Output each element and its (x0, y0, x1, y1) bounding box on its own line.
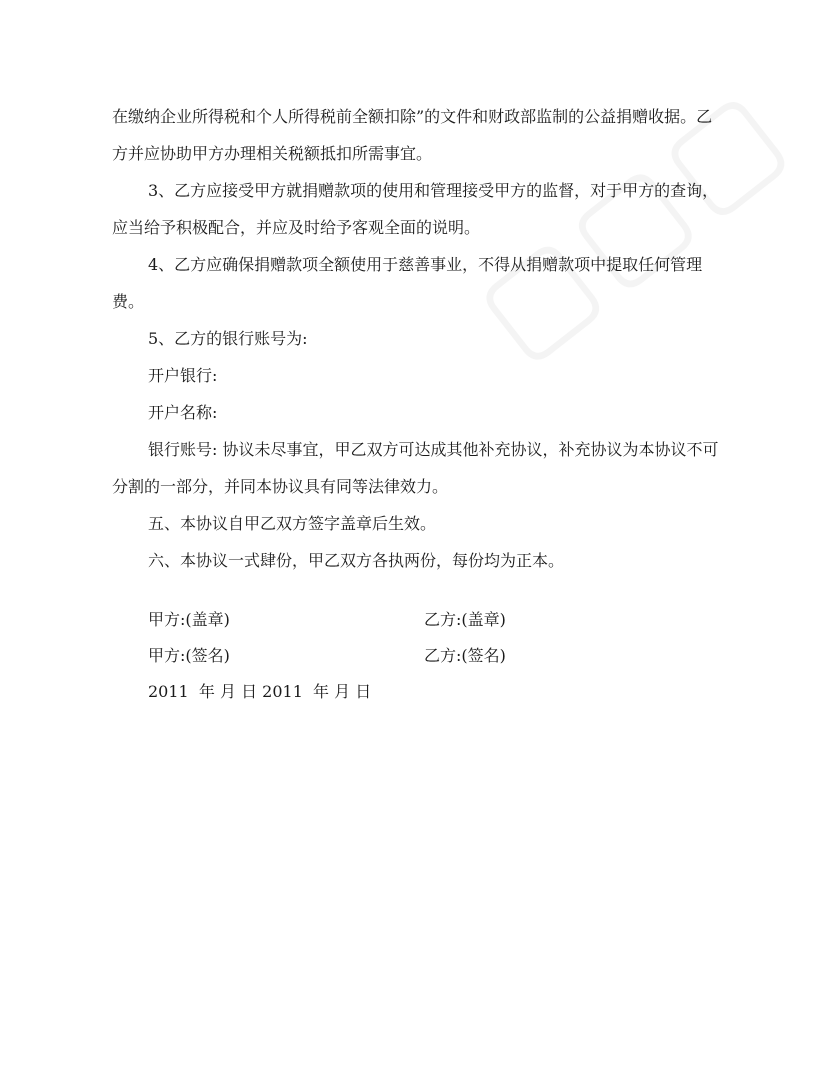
party-b-sign-line: 乙方:(签名) (424, 646, 506, 665)
paragraph-tax-receipt: 在缴纳企业所得税和个人所得税前全额扣除”的文件和财政部监制的公益捐赠收据。乙方并应协助甲方办理相关税额抵扣所需事宜。 (112, 107, 713, 163)
party-a-sign-line: 甲方:(签名) (148, 646, 230, 665)
paragraph-bank-name: 开户银行: (148, 366, 218, 385)
date-line: 2011 年 月 日 2011 年 月 日 (148, 682, 372, 701)
party-a-seal-line: 甲方:(盖章) (148, 610, 230, 629)
paragraph-account-number: 银行账号: 协议未尽事宜，甲乙双方可达成其他补充协议，补充协议为本协议不可分割的一部分，并同本协议具有同等法律效力。 (112, 440, 719, 496)
paragraph-clause-3: 3、乙方应接受甲方就捐赠款项的使用和管理接受甲方的监督，对于甲方的查询，应当给予积极配合，并应及时给予客观全面的说明。 (112, 181, 719, 237)
paragraph-account-name: 开户名称: (148, 403, 218, 422)
paragraph-clause-5: 5、乙方的银行账号为: (148, 329, 308, 348)
paragraph-article-6: 六、本协议一式肆份，甲乙双方各执两份，每份均为正本。 (148, 551, 565, 570)
paragraph-clause-4: 4、乙方应确保捐赠款项全额使用于慈善事业，不得从捐赠款项中提取任何管理费。 (112, 255, 703, 311)
paragraph-article-5: 五、本协议自甲乙双方签字盖章后生效。 (148, 514, 437, 533)
party-b-seal-line: 乙方:(盖章) (424, 610, 506, 629)
